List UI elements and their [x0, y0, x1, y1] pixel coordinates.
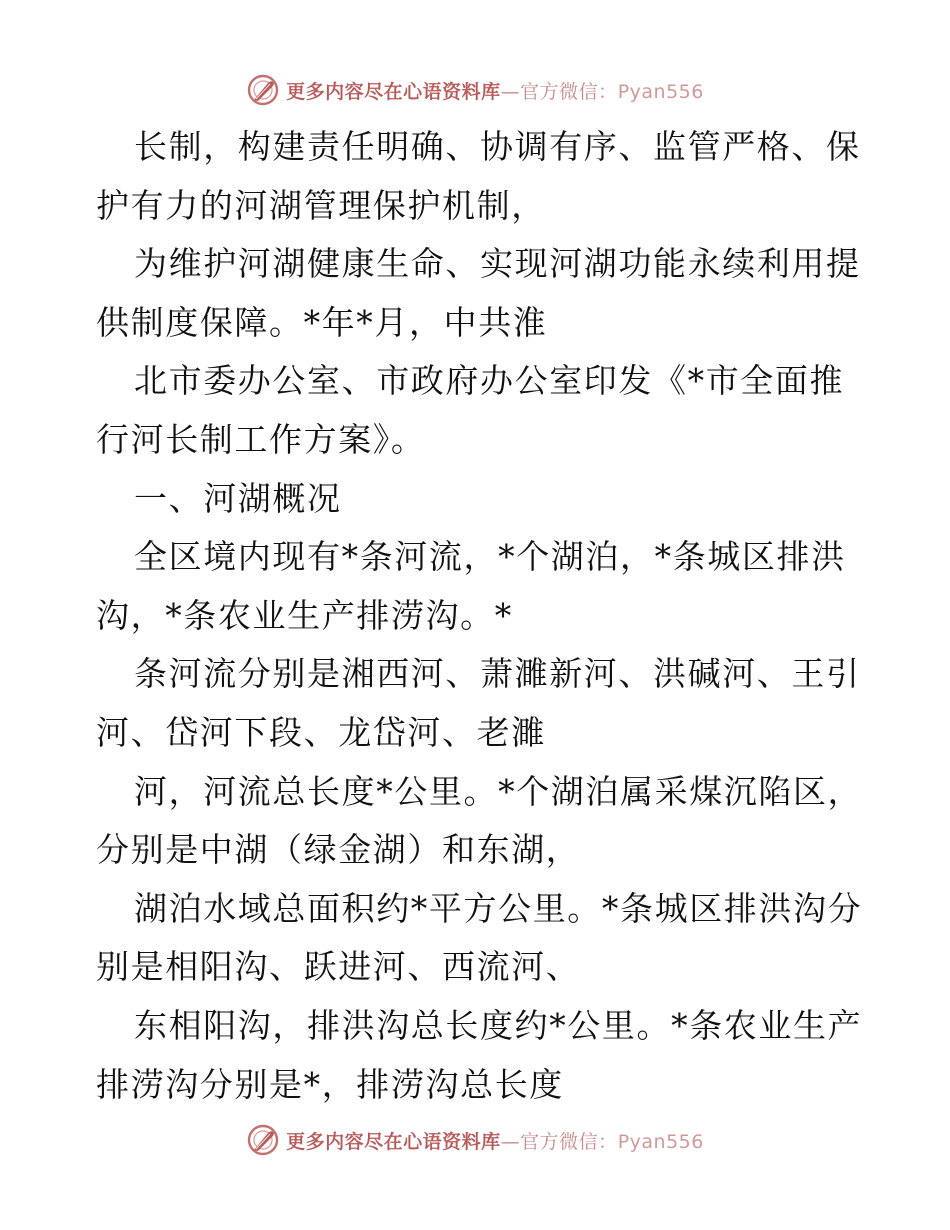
watermark-separator: — [500, 1130, 521, 1153]
watermark-wechat-id: Pyan556 [617, 1130, 704, 1153]
watermark-wechat-label: 官方微信： [520, 1130, 618, 1153]
body-line: 排涝沟分别是*，排涝沟总长度 [96, 1064, 564, 1104]
body-line: 分别是中湖（绿金湖）和东湖， [96, 830, 581, 870]
document-body [96, 118, 866, 1114]
watermark-text [286, 1127, 704, 1154]
watermark-brand: 更多内容尽在心语资料库 [286, 80, 501, 103]
watermark-wechat-id: Pyan556 [617, 80, 704, 103]
body-line: 河、岱河下段、龙岱河、老濉 [96, 712, 546, 752]
footer-watermark [0, 1120, 950, 1160]
body-line: 条河流分别是湘西河、萧濉新河、洪碱河、王引 [134, 654, 861, 694]
header-watermark [0, 70, 950, 110]
body-line: 为维护河湖健康生命、实现河湖功能永续利用提 [134, 244, 861, 284]
body-line: 行河长制工作方案》。 [96, 419, 426, 459]
body-line: 沟，*条农业生产排涝沟。* [96, 595, 513, 635]
body-line: 湖泊水域总面积约*平方公里。*条城区排洪沟分 [134, 888, 863, 928]
body-line: 全区境内现有*条河流，*个湖泊，*条城区排洪 [134, 537, 846, 577]
quill-seal-icon [246, 1123, 280, 1157]
body-line: 长制，构建责任明确、协调有序、监管严格、保 [134, 127, 861, 166]
watermark-text [286, 77, 704, 104]
body-line: 护有力的河湖管理保护机制， [96, 185, 546, 225]
body-line: 供制度保障。*年*月，中共淮 [96, 302, 548, 342]
watermark-brand: 更多内容尽在心语资料库 [286, 1130, 501, 1153]
quill-seal-icon [246, 73, 280, 107]
body-line: 河，河流总长度*公里。*个湖泊属采煤沉陷区， [134, 771, 863, 811]
body-line: 北市委办公室、市政府办公室印发《*市全面推 [134, 361, 845, 401]
body-line: 东相阳沟，排洪沟总长度约*公里。*条农业生产 [134, 1005, 863, 1045]
watermark-wechat-label: 官方微信： [520, 80, 618, 103]
watermark-separator: — [500, 80, 521, 103]
section-heading: 一、河湖概况 [134, 478, 342, 518]
body-line: 别是相阳沟、跃进河、西流河、 [96, 947, 581, 987]
